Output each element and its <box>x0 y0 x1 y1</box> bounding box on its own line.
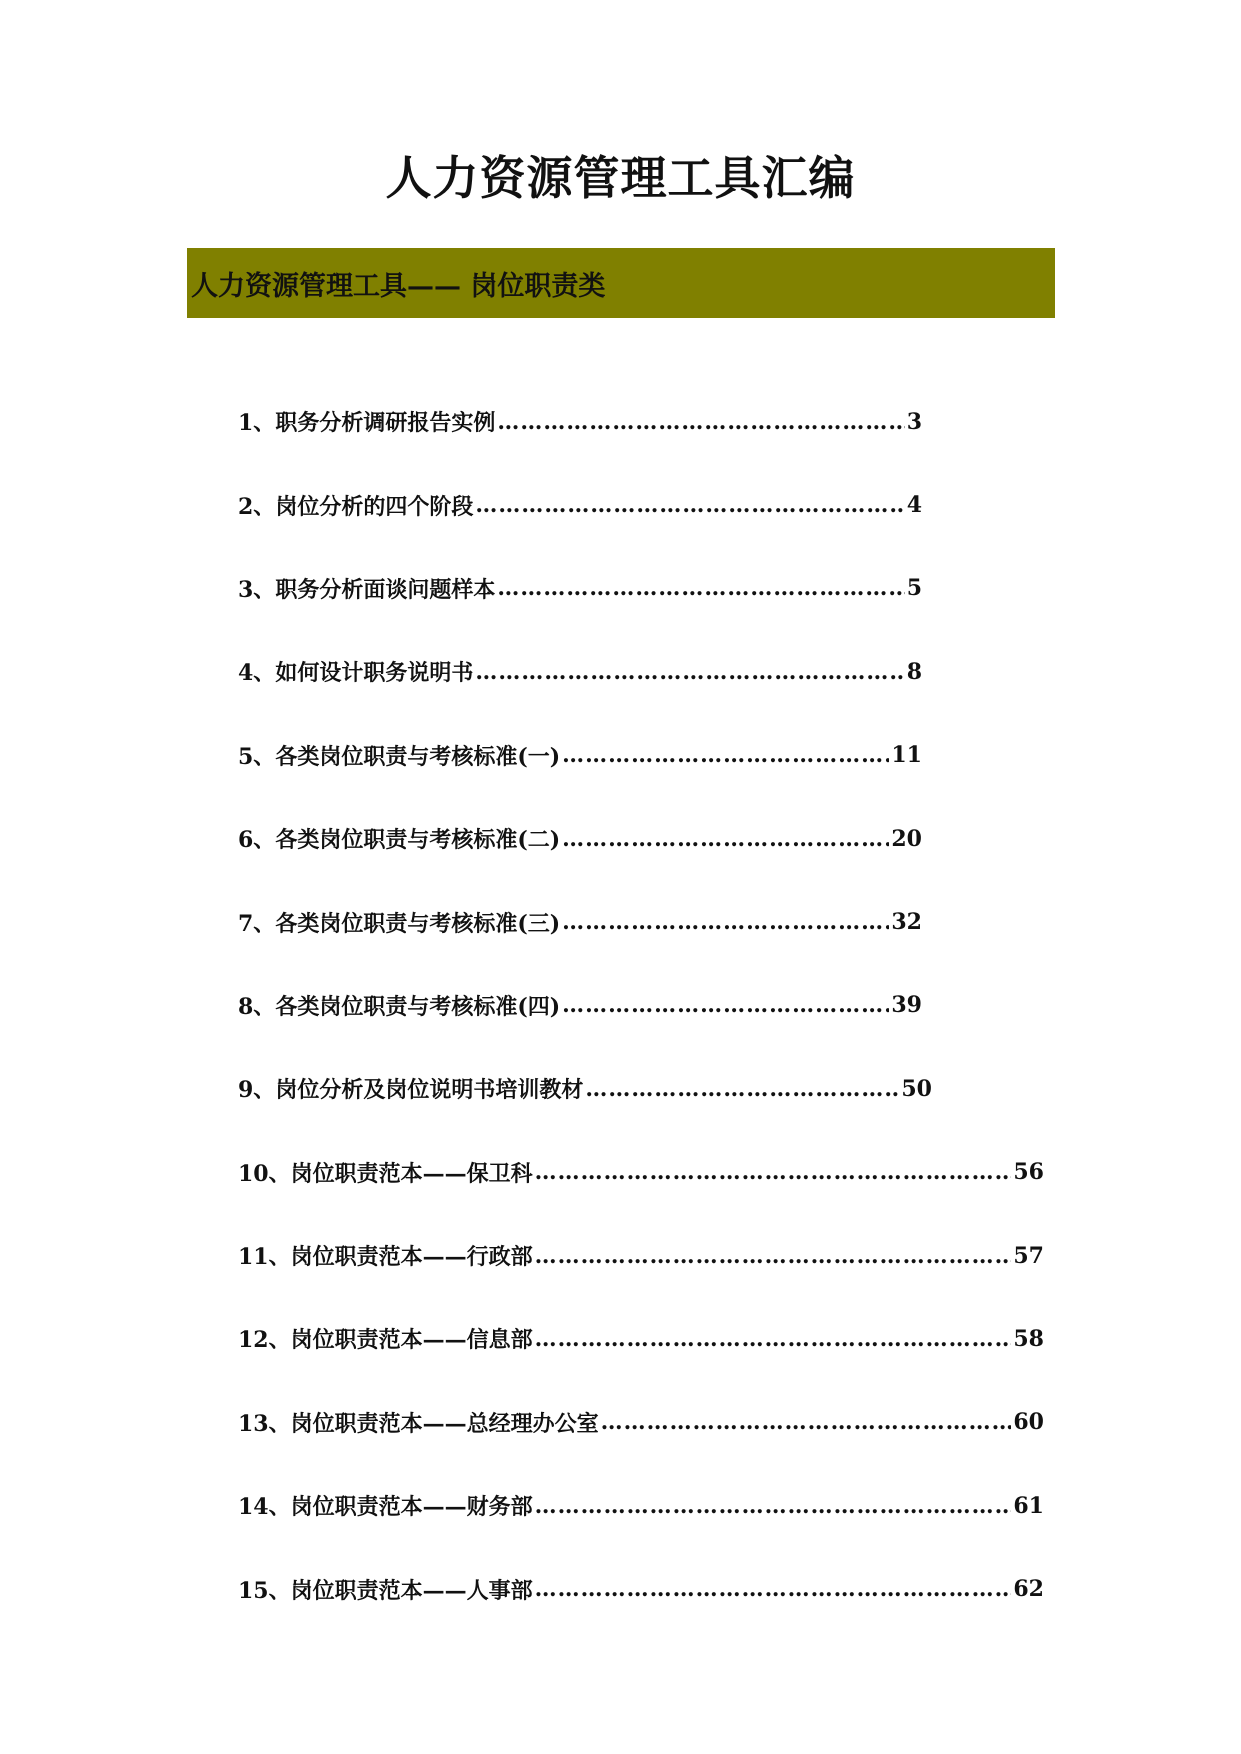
toc-entry-title: 岗位分析的四个阶段 <box>275 493 474 520</box>
toc-entry[interactable] <box>238 880 922 963</box>
toc-entry-page: 58 <box>1013 1325 1044 1352</box>
toc-entry-number: 3、 <box>238 576 276 603</box>
toc-entry-title: 岗位职责范本——人事部 <box>290 1577 533 1604</box>
toc-entry[interactable] <box>238 1547 1044 1630</box>
toc-entry-number: 9、 <box>238 1077 276 1104</box>
toc-entry-page: 57 <box>1013 1242 1044 1269</box>
toc-entry-page: 39 <box>891 992 922 1019</box>
toc-leader-dots <box>601 1409 1012 1435</box>
toc-leader-dots <box>497 409 904 435</box>
toc-entry-number: 13、 <box>238 1410 291 1437</box>
toc-entry-page: 61 <box>1013 1492 1044 1519</box>
toc-leader-dots <box>562 742 889 768</box>
toc-leader-dots <box>535 1243 1012 1269</box>
toc-entry-number: 2、 <box>238 493 276 520</box>
toc-leader-dots <box>475 659 904 685</box>
toc-leader-dots <box>475 492 904 518</box>
toc-entry-page: 4 <box>906 492 922 519</box>
toc-entry-title: 如何设计职务说明书 <box>275 660 474 687</box>
toc-leader-dots <box>535 1576 1012 1602</box>
toc-leader-dots <box>562 992 889 1018</box>
toc-entry-number: 10、 <box>238 1160 291 1187</box>
toc-entry[interactable] <box>238 1131 1044 1214</box>
toc-entry[interactable] <box>238 463 922 546</box>
toc-entry-number: 12、 <box>238 1327 291 1354</box>
toc-leader-dots <box>535 1159 1012 1185</box>
toc-entry-page: 8 <box>906 658 922 685</box>
toc-entry[interactable] <box>238 380 922 463</box>
toc-leader-dots <box>562 909 889 935</box>
toc-entry-title: 职务分析面谈问题样本 <box>275 576 496 603</box>
toc-entry[interactable] <box>238 1381 1044 1464</box>
toc-entry-number: 1、 <box>238 410 276 437</box>
toc-leader-dots <box>585 1076 899 1102</box>
toc-entry-number: 7、 <box>238 910 276 937</box>
toc-entry-title: 岗位职责范本——行政部 <box>290 1244 533 1271</box>
toc-entry-page: 3 <box>906 408 922 435</box>
toc-entry[interactable] <box>238 714 922 797</box>
section-title: 人力资源管理工具—— 岗位职责类 <box>191 270 606 302</box>
toc-entry-page: 56 <box>1013 1159 1044 1186</box>
toc-entry-number: 15、 <box>238 1577 291 1604</box>
toc-entry[interactable] <box>238 1464 1044 1547</box>
toc-entry-page: 20 <box>891 825 922 852</box>
toc-entry-page: 5 <box>906 575 922 602</box>
toc-leader-dots <box>562 826 889 852</box>
toc-entry[interactable] <box>238 1214 1044 1297</box>
toc-entry[interactable] <box>238 630 922 713</box>
toc-entry-title: 岗位职责范本——总经理办公室 <box>290 1410 599 1437</box>
toc-entry-title: 各类岗位职责与考核标准(二) <box>275 827 561 854</box>
toc-entry-page: 11 <box>891 742 922 769</box>
toc-leader-dots <box>535 1493 1012 1519</box>
toc-entry-title: 各类岗位职责与考核标准(三) <box>275 910 561 937</box>
toc-entry-page: 60 <box>1013 1409 1044 1436</box>
toc-entry-number: 14、 <box>238 1494 291 1521</box>
toc-entry[interactable] <box>238 797 922 880</box>
toc-entry[interactable] <box>238 1047 932 1130</box>
toc-entry[interactable] <box>238 547 922 630</box>
toc-entry-title: 岗位分析及岗位说明书培训教材 <box>275 1077 584 1104</box>
toc-entry[interactable] <box>238 964 922 1047</box>
document-title: 人力资源管理工具汇编 <box>385 151 856 205</box>
toc-entry-title: 岗位职责范本——保卫科 <box>290 1160 533 1187</box>
toc-entry-number: 8、 <box>238 993 276 1020</box>
toc-entry-number: 11、 <box>238 1244 291 1271</box>
toc-entry[interactable] <box>238 1297 1044 1380</box>
toc-entry-number: 4、 <box>238 660 276 687</box>
toc-entry-page: 50 <box>901 1075 932 1102</box>
toc-entry-title: 各类岗位职责与考核标准(一) <box>275 743 561 770</box>
toc-entry-page: 62 <box>1013 1576 1044 1603</box>
toc-entry-title: 职务分析调研报告实例 <box>275 410 496 437</box>
toc-entry-title: 各类岗位职责与考核标准(四) <box>275 993 561 1020</box>
toc-entry-title: 岗位职责范本——财务部 <box>290 1494 533 1521</box>
toc-leader-dots <box>497 575 904 601</box>
toc-entry-number: 6、 <box>238 827 276 854</box>
section-banner <box>187 248 1055 318</box>
table-of-contents <box>238 380 1044 1631</box>
toc-entry-title: 岗位职责范本——信息部 <box>290 1327 533 1354</box>
toc-entry-number: 5、 <box>238 743 276 770</box>
toc-entry-page: 32 <box>891 909 922 936</box>
toc-leader-dots <box>535 1326 1012 1352</box>
